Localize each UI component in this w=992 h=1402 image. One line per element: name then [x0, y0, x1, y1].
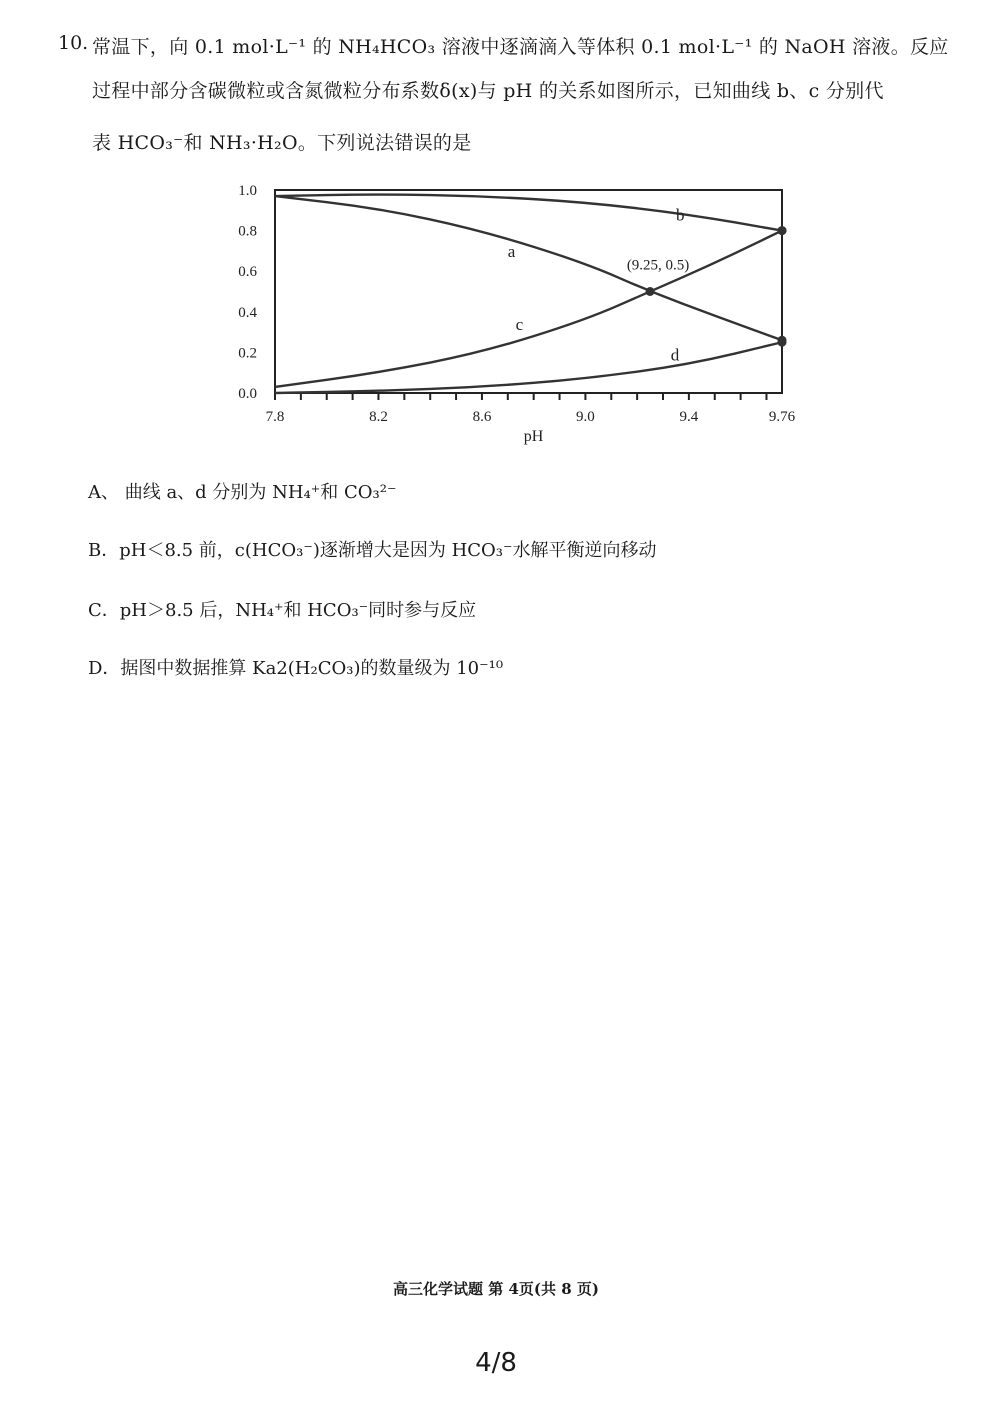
question-line-3: 表 HCO₃⁻和 NH₃·H₂O。下列说法错误的是 [92, 132, 472, 154]
y-tick-label: 0.4 [238, 304, 257, 321]
curve-label-b: b [675, 205, 685, 225]
distribution-chart [200, 165, 820, 445]
y-tick-label: 1.0 [238, 183, 257, 199]
x-tick-label: 9.76 [768, 409, 796, 425]
x-tick-label: 9.0 [576, 409, 595, 425]
question-number: 10. [58, 32, 89, 54]
page-number: 4/8 [475, 1348, 517, 1378]
curve-c [275, 231, 782, 387]
curve-c-endpoint [778, 226, 787, 235]
x-tick-label: 7.8 [265, 409, 285, 425]
curve-label-d: d [670, 345, 680, 365]
plot-frame [275, 190, 782, 393]
intersection-point [646, 287, 655, 296]
option-b: B．pH＜8.5 前，c(HCO₃⁻)逐渐增大是因为 HCO₃⁻水解平衡逆向移动 [88, 540, 657, 561]
y-tick-label: 0.8 [238, 223, 257, 240]
curve-d [275, 342, 782, 393]
y-tick-label: 0.2 [238, 345, 257, 362]
x-tick-label: 9.4 [679, 409, 699, 425]
option-c: C．pH＞8.5 后，NH₄⁺和 HCO₃⁻同时参与反应 [88, 600, 477, 621]
curve-label-c: c [515, 315, 524, 335]
intersection-annotation: (9.25, 0.5) [626, 257, 690, 274]
x-tick-label: 8.6 [472, 409, 492, 425]
x-tick-label: 8.2 [369, 409, 388, 425]
curve-b [275, 195, 782, 231]
curve-d-endpoint [778, 338, 787, 347]
y-tick-label: 0.0 [238, 386, 257, 402]
page-footer: 高三化学试题 第 4页(共 8 页) [393, 1280, 599, 1298]
curve-label-a: a [507, 241, 516, 261]
x-axis-label: pH [523, 428, 544, 445]
y-tick-label: 0.6 [238, 264, 257, 281]
question-line-2: 过程中部分含碳微粒或含氮微粒分布系数δ(x)与 pH 的关系如图所示，已知曲线 b、c 分别代 [92, 80, 884, 102]
question-line-1: 常温下，向 0.1 mol·L⁻¹ 的 NH₄HCO₃ 溶液中逐滴滴入等体积 0.1 mol·L⁻¹ 的 NaOH 溶液。反应 [92, 36, 949, 58]
option-d: D．据图中数据推算 Ka2(H₂CO₃)的数量级为 10⁻¹⁰ [88, 658, 504, 679]
option-a: A、 曲线 a、d 分别为 NH₄⁺和 CO₃²⁻ [88, 482, 397, 503]
